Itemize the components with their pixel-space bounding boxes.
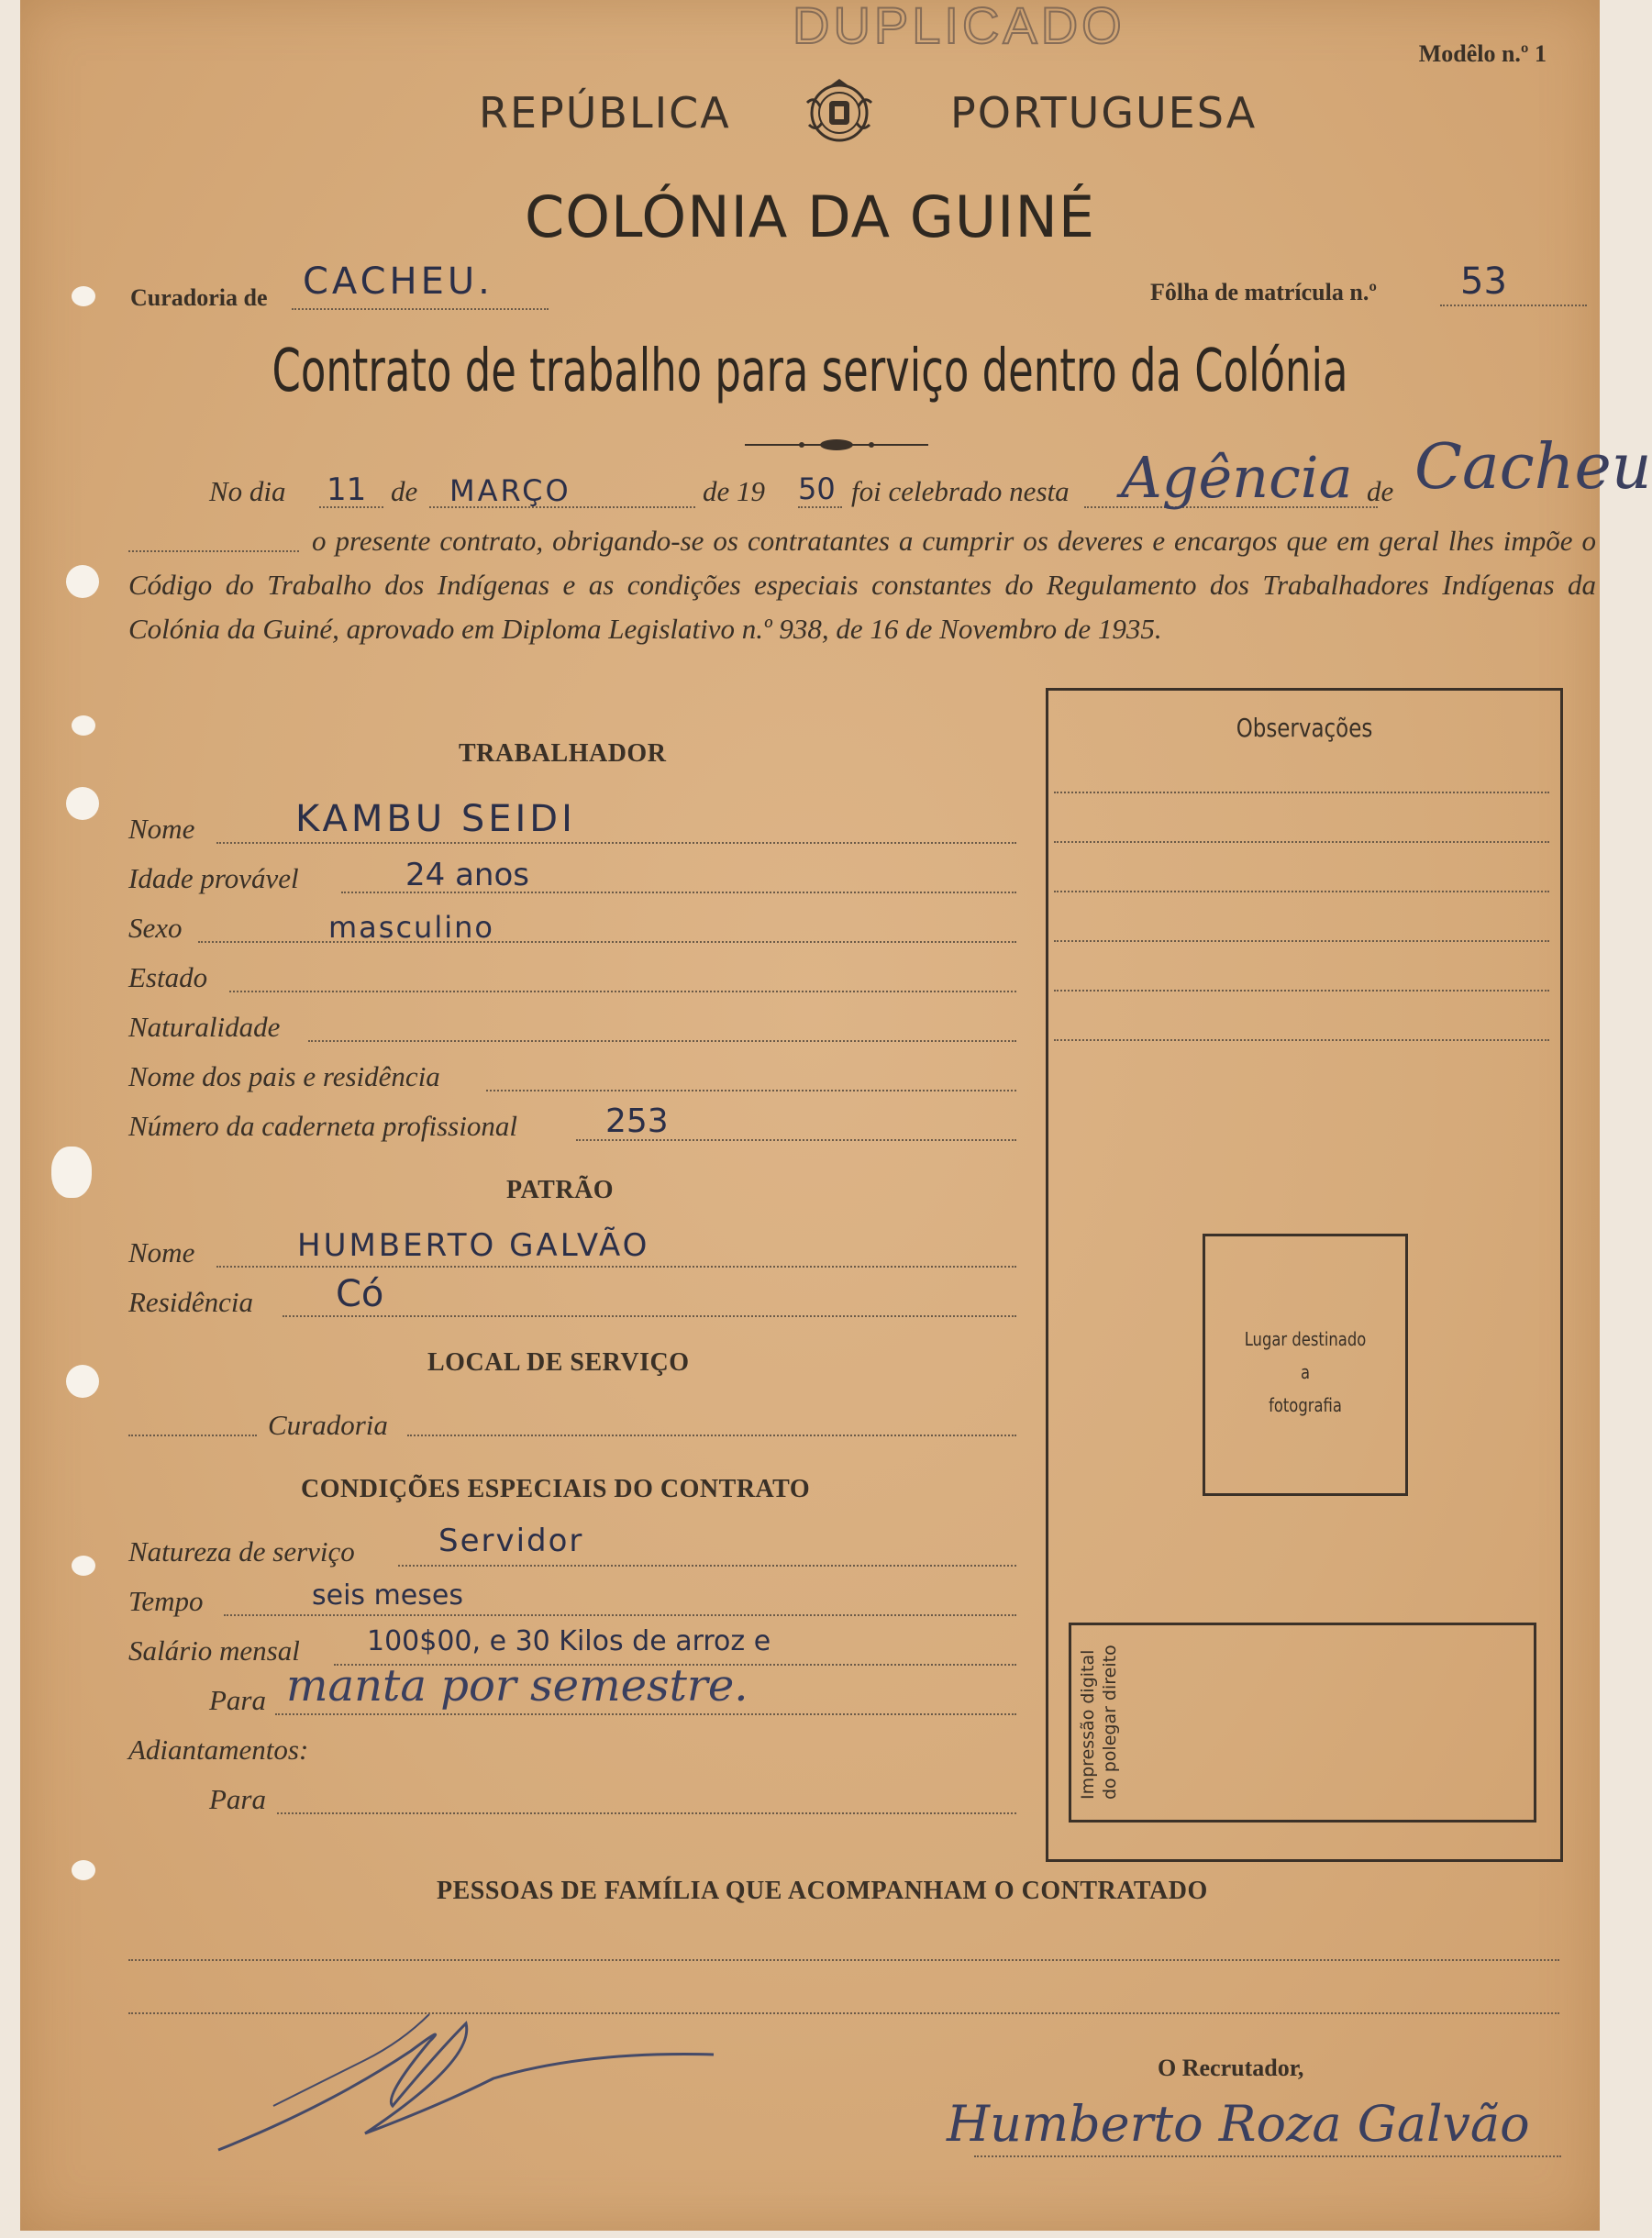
field-label: Salário mensal bbox=[128, 1634, 300, 1667]
field-line bbox=[283, 1315, 1016, 1317]
field-label: Estado bbox=[128, 961, 208, 993]
monthly-salary: 100$00, e 30 Kilos de arroz e bbox=[367, 1625, 771, 1657]
worker-booklet: 253 bbox=[605, 1102, 669, 1140]
local-curadoria-label: Curadoria bbox=[268, 1409, 388, 1441]
employer-residence: Có bbox=[336, 1273, 384, 1315]
field-line bbox=[198, 941, 1016, 943]
folha-line bbox=[1440, 305, 1587, 306]
field-label: Sexo bbox=[128, 912, 183, 944]
observation-line bbox=[1054, 1039, 1549, 1041]
service-nature: Servidor bbox=[438, 1523, 584, 1559]
folha-value: 53 bbox=[1460, 260, 1507, 303]
republica-label: REPÚBLICA bbox=[479, 88, 731, 138]
no-dia-label: No dia bbox=[209, 475, 286, 507]
contract-body: o presente contrato, obrigando-se os contratantes a cumprir os deveres e encargos que em geral lhes impõe o Código do Trabalho dos Indígenas e as condições especiais constantes do Regulamento dos Trabalhadores Indígenas da Colónia da Guiné, aprovado em Diploma Legislativo n.º 938, de 16 de Novembro de 1935. bbox=[128, 525, 1596, 645]
recruiter-signature: Humberto Roza Galvão bbox=[947, 2095, 1530, 2153]
field-label: Residência bbox=[128, 1286, 254, 1318]
de-label: de bbox=[391, 475, 418, 507]
curadoria-value: CACHEU. bbox=[303, 260, 493, 303]
ano-line bbox=[798, 506, 842, 508]
punch-hole bbox=[66, 1365, 99, 1398]
field-line bbox=[486, 1090, 1016, 1091]
de-label-2: de bbox=[1367, 475, 1394, 507]
curadoria-prefix-line bbox=[128, 1435, 257, 1436]
recruiter-label: O Recrutador, bbox=[1158, 2055, 1304, 2081]
field-label: Tempo bbox=[128, 1585, 204, 1617]
foi-label: foi celebrado nesta bbox=[851, 475, 1070, 507]
binding-hole bbox=[72, 715, 95, 736]
observation-line bbox=[1054, 940, 1549, 942]
duplicado-stamp: DUPLICADO bbox=[793, 0, 1125, 54]
punch-hole bbox=[66, 787, 99, 820]
thumbprint-label-line: Impressão digital bbox=[1078, 1649, 1098, 1800]
thumbprint-label bbox=[1077, 1645, 1121, 1800]
field-label: Naturalidade bbox=[128, 1011, 281, 1043]
photo-box bbox=[1203, 1234, 1408, 1496]
thumbprint-label-line: do polegar direito bbox=[1100, 1645, 1120, 1800]
salary-for: manta por semestre. bbox=[286, 1660, 748, 1712]
worker-signature-mark bbox=[200, 1996, 732, 2161]
field-label: Nome dos pais e residência bbox=[128, 1060, 440, 1092]
observation-line bbox=[1054, 792, 1549, 793]
coat-of-arms-icon bbox=[802, 75, 877, 150]
model-number: Modêlo n.º 1 bbox=[1418, 40, 1547, 67]
patrao-heading: PATRÃO bbox=[506, 1176, 615, 1204]
photo-label-line: a bbox=[1300, 1361, 1311, 1383]
field-label: Para bbox=[209, 1783, 266, 1815]
observation-line bbox=[1054, 891, 1549, 892]
employer-name: HUMBERTO GALVÃO bbox=[297, 1227, 650, 1264]
recruiter-signature-line bbox=[974, 2155, 1561, 2157]
worker-name: KAMBU SEIDI bbox=[295, 798, 576, 840]
field-line bbox=[229, 991, 1016, 992]
observation-line bbox=[1054, 990, 1549, 992]
field-label: Número da caderneta profissional bbox=[128, 1110, 517, 1142]
binding-hole bbox=[72, 286, 95, 306]
field-line bbox=[224, 1614, 1016, 1616]
contract-title: Contrato de trabalho para serviço dentro da Colónia bbox=[272, 338, 1348, 405]
binding-hole bbox=[72, 1860, 95, 1880]
condicoes-heading: CONDIÇÕES ESPECIAIS DO CONTRATO bbox=[301, 1475, 811, 1503]
ornament-divider bbox=[745, 438, 928, 451]
ano-prefix: de 19 bbox=[703, 475, 766, 507]
field-line bbox=[407, 1435, 1016, 1436]
contract-duration: seis meses bbox=[312, 1579, 463, 1612]
curadoria-line bbox=[292, 308, 549, 310]
field-label: Natureza de serviço bbox=[128, 1535, 355, 1568]
local2-value: Cacheu bbox=[1414, 431, 1652, 504]
field-label: Adiantamentos: bbox=[128, 1734, 309, 1766]
field-label: Nome bbox=[128, 813, 195, 845]
ano-value: 50 bbox=[798, 471, 836, 506]
field-line bbox=[277, 1812, 1016, 1814]
torn-hole bbox=[51, 1147, 92, 1198]
portuguesa-label: PORTUGUESA bbox=[950, 88, 1258, 138]
field-label: Idade provável bbox=[128, 862, 299, 894]
mes-value: MARÇO bbox=[449, 473, 571, 508]
folha-label: Fôlha de matrícula n.º bbox=[1150, 279, 1377, 305]
local-value: Agência bbox=[1121, 444, 1353, 511]
field-line bbox=[216, 1266, 1016, 1268]
colony-title: COLÓNIA DA GUINÉ bbox=[524, 183, 1096, 250]
field-label: Nome bbox=[128, 1236, 195, 1269]
local-servico-heading: LOCAL DE SERVIÇO bbox=[427, 1348, 690, 1377]
field-line bbox=[275, 1713, 1016, 1715]
dia-value: 11 bbox=[327, 471, 367, 508]
punch-hole bbox=[66, 565, 99, 598]
trabalhador-heading: TRABALHADOR bbox=[459, 739, 667, 768]
curadoria-label: Curadoria de bbox=[130, 284, 268, 311]
field-line bbox=[398, 1565, 1016, 1567]
observations-title: Observações bbox=[1236, 713, 1373, 743]
familia-heading: PESSOAS DE FAMÍLIA QUE ACOMPANHAM O CONTRATADO bbox=[437, 1877, 1208, 1905]
observation-line bbox=[1054, 841, 1549, 843]
worker-age: 24 anos bbox=[405, 857, 529, 893]
field-line bbox=[216, 842, 1016, 844]
thumbprint-box bbox=[1069, 1623, 1536, 1823]
observations-box bbox=[1046, 688, 1563, 1862]
worker-sex: masculino bbox=[328, 910, 494, 945]
field-line bbox=[308, 1040, 1016, 1042]
document-page bbox=[20, 0, 1652, 2231]
photo-label bbox=[1224, 1323, 1388, 1422]
family-line bbox=[128, 1959, 1559, 1961]
binding-hole bbox=[72, 1556, 95, 1576]
field-label: Para bbox=[209, 1684, 266, 1716]
photo-label-line: Lugar destinado bbox=[1244, 1328, 1367, 1350]
photo-label-line: fotografia bbox=[1269, 1394, 1342, 1416]
